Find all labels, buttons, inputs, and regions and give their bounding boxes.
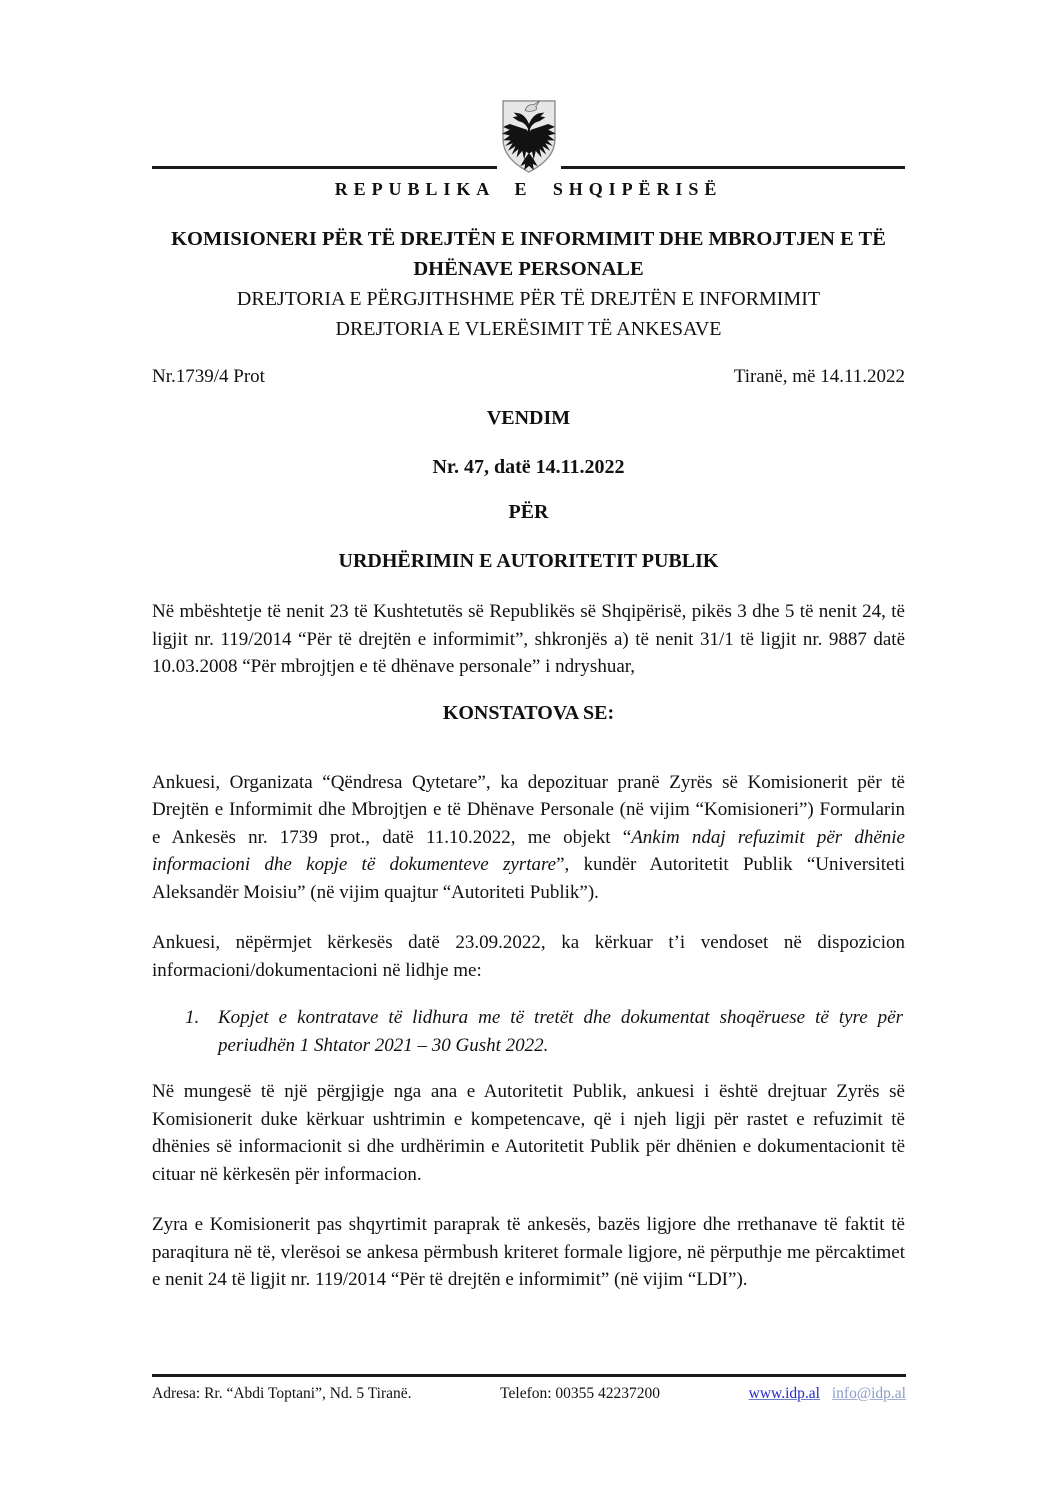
email-link[interactable]: info@idp.al	[831, 1385, 906, 1402]
place-date: Tiranë, më 14.11.2022	[733, 366, 905, 387]
document-meta-row	[152, 364, 905, 390]
directorate-appeals: DREJTORIA E VLERËSIMIT TË ANKESAVE	[335, 318, 722, 340]
republic-title: REPUBLIKA E SHQIPËRISË	[334, 179, 723, 199]
institution-name-line1: KOMISIONERI PËR TË DREJTËN E INFORMIMIT DHE MBROJTJEN E TË	[171, 228, 886, 250]
decision-subject: URDHËRIMIN E AUTORITETIT PUBLIK	[338, 550, 719, 572]
decision-title: VENDIM	[486, 407, 571, 429]
paragraph-assessment: Zyra e Komisionerit pas shqyrtimit paraprak të ankesës, bazës ligjore dhe rrethanave të faktit të paraqitura në të, vlerësoi se ankesa përmbush kriteret formale ligjore, në përputhje me përcaktimet e nenit 24 të ligjit nr. 119/2014 “Për të drejtën e informimit” (në vijim “LDI”).	[152, 1214, 905, 1290]
paragraph-complaint	[152, 769, 905, 907]
findings-heading: KONSTATOVA SE:	[442, 701, 615, 724]
directorate-general: DREJTORIA E PËRGJITHSHME PËR TË DREJTËN E INFORMIMIT	[236, 288, 821, 310]
paragraph-no-response: Në mungesë të një përgjigje nga ana e Autoritetit Publik, ankuesi i është drejtuar Zyrës së Komisionerit duke kërkuar ushtrimin e kompetencave, që i njeh ligji për rastet e refuzimit të dhënies së informacionit si dhe urdhërimin e Autoritetit Publik për dhënien e dokumentacionit të cituar në kërkesën për informacion.	[152, 1081, 905, 1185]
footer	[152, 1374, 906, 1404]
paragraph-request-intro: Ankuesi, nëpërmjet kërkesës datë 23.09.2022, ka kërkuar t’i vendoset në dispozicion informacioni/dokumentacioni në lidhje me:	[152, 932, 905, 981]
website-link[interactable]: www.idp.al	[748, 1385, 820, 1402]
footer-phone: Telefon: 00355 42237200	[500, 1385, 661, 1402]
list-item-text: Kopjet e kontratave të lidhura me të tretët dhe dokumentat shoqëruese të tyre për periudhën 1 Shtator 2021 – 30 Gusht 2022.	[218, 1007, 903, 1056]
complaint-text-before: Ankuesi, Organizata “Qëndresa Qytetare”, ka depozituar pranë Zyrës së Komisionerit për të Drejtën e Informimit dhe Mbrojtjen e të Dhënave Personale (në vijim “Komisioneri”) Formularin e Ankesës nr. 1739 prot., datë 11.10.2022, me objekt “	[152, 771, 905, 848]
paragraph-legal-basis: Në mbështetje të nenit 23 të Kushtetutës së Republikës së Shqipërisë, pikës 3 dhe 5 të nenit 24, të ligjit nr. 119/2014 “Për të drejtën e informimit”, shkronjës a) të nenit 31/1 të ligjit nr. 9887 datë 10.03.2008 “Për mbrojtjen e të dhënave personale” i ndryshuar,	[152, 601, 905, 677]
list-item-number: 1.	[185, 1007, 200, 1028]
protocol-number: Nr.1739/4 Prot	[152, 366, 265, 387]
footer-address: Adresa: Rr. “Abdi Toptani”, Nd. 5 Tiranë.	[152, 1385, 412, 1402]
request-list-item	[152, 1004, 905, 1059]
decision-number: Nr. 47, datë 14.11.2022	[432, 456, 625, 478]
institution-name	[152, 224, 905, 284]
footer-links	[749, 1384, 906, 1404]
directorates	[152, 284, 905, 344]
institution-name-line2: DHËNAVE PERSONALE	[413, 258, 644, 280]
decision-preposition: PËR	[508, 501, 549, 523]
complaint-object-italic: Ankim ndaj refuzimit për dhënie informacioni dhe kopje të dokumenteve zyrtare	[152, 826, 905, 875]
complaint-text-after: ”, kundër Autoritetit Publik “Universiteti Aleksandër Moisiu” (në vijim quajtur “Autoriteti Publik”).	[152, 854, 906, 903]
